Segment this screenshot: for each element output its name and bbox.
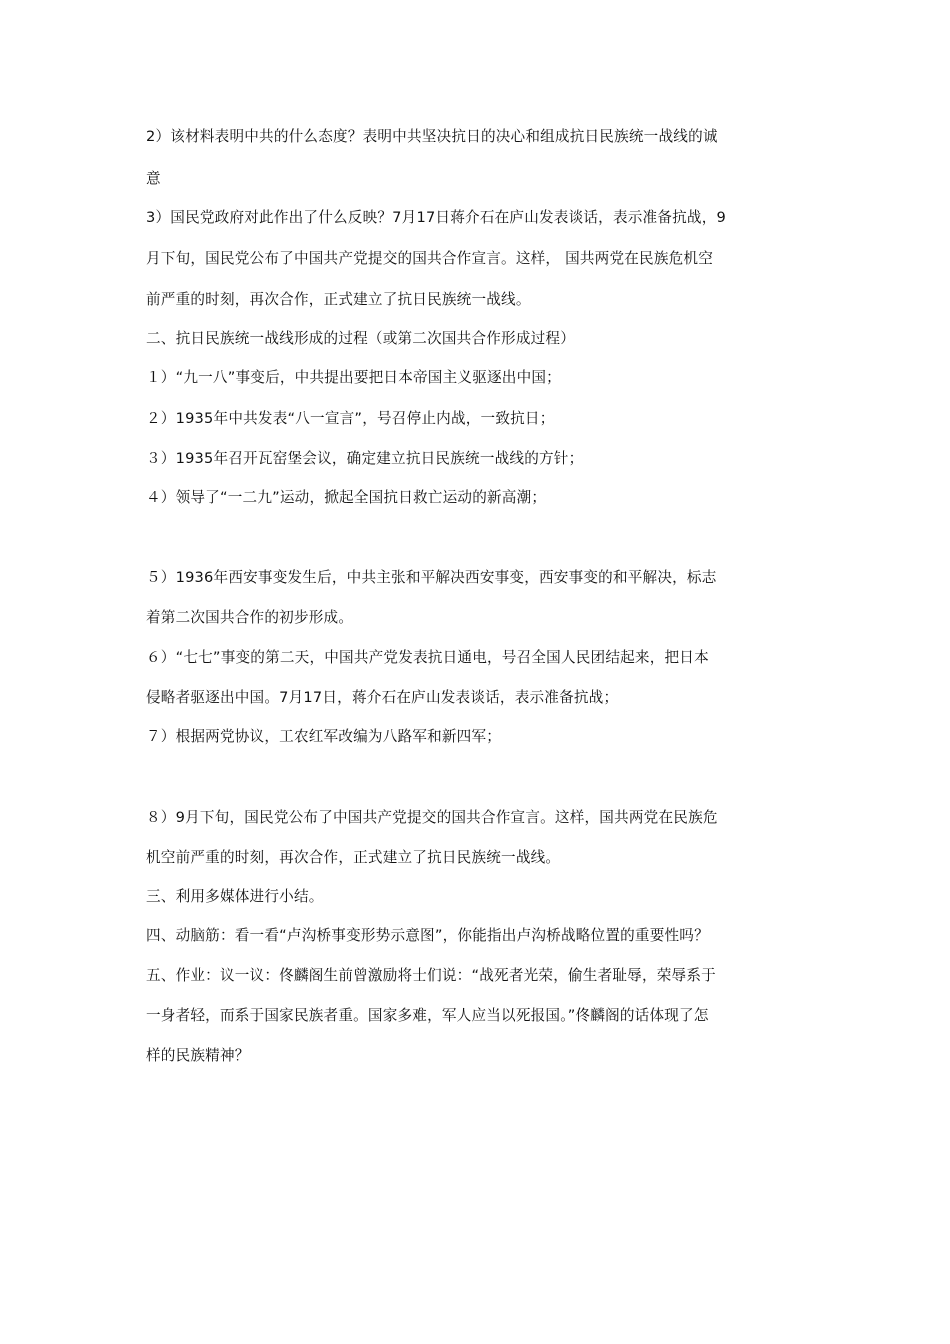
- text-line: 样的民族精神？: [146, 1047, 250, 1064]
- section-heading: 五、作业：议一议：佟麟阁生前曾激励将士们说：“战死者光荣，偷生者耻辱，荣辱系于: [146, 967, 716, 984]
- text-line: 月下旬，国民党公布了中国共产党提交的国共合作宣言。这样， 国共两党在民族危机空: [146, 250, 714, 267]
- text-line: 意: [146, 170, 161, 187]
- list-item: ７）根据两党协议，工农红军改编为八路军和新四军；: [146, 728, 502, 745]
- section-heading: 三、利用多媒体进行小结。: [146, 888, 324, 905]
- section-heading: 二、抗日民族统一战线形成的过程（或第二次国共合作形成过程）: [146, 330, 576, 347]
- text-line: 侵略者驱逐出中国。7月17日，蒋介石在庐山发表谈话，表示准备抗战；: [146, 689, 619, 706]
- list-item: ４）领导了“一二九”运动，掀起全国抗日救亡运动的新高潮；: [146, 489, 547, 506]
- text-line: 机空前严重的时刻，再次合作，正式建立了抗日民族统一战线。: [146, 849, 561, 866]
- list-item: ５）1936年西安事变发生后，中共主张和平解决西安事变，西安事变的和平解决，标志: [146, 569, 717, 586]
- list-item: ３）1935年召开瓦窑堡会议，确定建立抗日民族统一战线的方针；: [146, 450, 584, 467]
- text-line: 一身者轻，而系于国家民族者重。国家多难，军人应当以死报国。”佟麟阁的话体现了怎: [146, 1007, 709, 1024]
- list-item: ６）“七七”事变的第二天，中国共产党发表抗日通电，号召全国人民团结起来，把日本: [146, 649, 709, 666]
- section-heading: 四、动脑筋：看一看“卢沟桥事变形势示意图”，你能指出卢沟桥战略位置的重要性吗？: [146, 927, 709, 944]
- text-line: 3）国民党政府对此作出了什么反映？7月17日蒋介石在庐山发表谈话，表示准备抗战，9: [146, 209, 727, 226]
- list-item: ２）1935年中共发表“八一宣言”，号召停止内战，一致抗日；: [146, 410, 555, 427]
- list-item: ８）9月下旬，国民党公布了中国共产党提交的国共合作宣言。这样，国共两党在民族危: [146, 809, 718, 826]
- list-item: １）“九一八”事变后，中共提出要把日本帝国主义驱逐出中国；: [146, 369, 561, 386]
- text-line: 着第二次国共合作的初步形成。: [146, 609, 354, 626]
- text-line: 前严重的时刻，再次合作，正式建立了抗日民族统一战线。: [146, 291, 531, 308]
- text-line: 2）该材料表明中共的什么态度？表明中共坚决抗日的决心和组成抗日民族统一战线的诚: [146, 128, 718, 145]
